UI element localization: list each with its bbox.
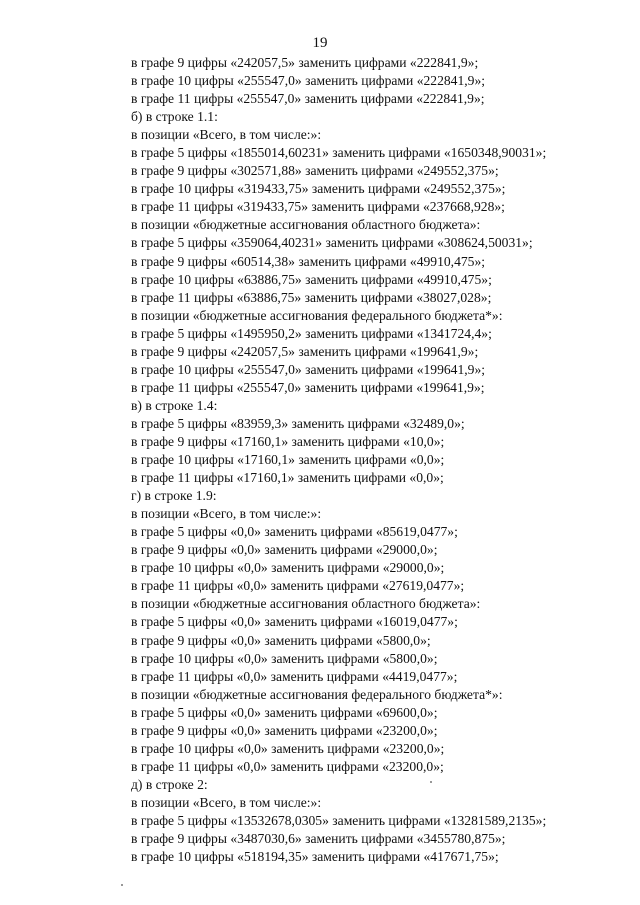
text-line: в графе 9 цифры «3487030,6» заменить цифрами «3455780,875»; [131,831,506,847]
section-heading: г) в строке 1.9: [131,488,217,504]
text-line: в графе 9 цифры «242057,5» заменить цифрами «199641,9»; [131,343,479,359]
position-heading: в позиции «Всего, в том числе:»: [131,506,322,522]
text-line: в графе 11 цифры «0,0» заменить цифрами «23200,0»; [131,758,444,774]
position-heading: в позиции «бюджетные ассигнования федерального бюджета*»: [131,307,503,323]
text-line: в графе 9 цифры «0,0» заменить цифрами «23200,0»; [131,722,438,738]
text-line: в графе 5 цифры «1495950,2» заменить цифрами «1341724,4»; [131,325,492,341]
page-number: 19 [312,35,328,51]
text-line: в графе 11 цифры «255547,0» заменить цифрами «199641,9»; [131,379,485,395]
text-line: в графе 9 цифры «0,0» заменить цифрами «29000,0»; [131,542,438,558]
text-line: в графе 11 цифры «0,0» заменить цифрами «4419,0477»; [131,668,458,684]
text-line: в графе 9 цифры «0,0» заменить цифрами «5800,0»; [131,632,431,648]
text-line: в графе 5 цифры «83959,3» заменить цифрами «32489,0»; [131,415,465,431]
text-line: в графе 9 цифры «302571,88» заменить цифрами «249552,375»; [131,163,499,179]
text-line: в графе 11 цифры «319433,75» заменить цифрами «237668,928»; [131,199,505,215]
position-heading: в позиции «Всего, в том числе:»: [131,127,322,143]
text-line: в графе 10 цифры «0,0» заменить цифрами «29000,0»; [131,560,445,576]
text-line: в графе 11 цифры «0,0» заменить цифрами «27619,0477»; [131,578,465,594]
text-line: в графе 5 цифры «13532678,0305» заменить цифрами «13281589,2135»; [131,812,547,828]
text-line: в графе 5 цифры «0,0» заменить цифрами «69600,0»; [131,704,438,720]
scan-speck [430,781,432,783]
text-line: в графе 10 цифры «319433,75» заменить цифрами «249552,375»; [131,181,506,197]
position-heading: в позиции «бюджетные ассигнования областного бюджета»: [131,596,481,612]
section-heading: в) в строке 1.4: [131,397,218,413]
text-line: в графе 11 цифры «255547,0» заменить цифрами «222841,9»; [131,91,485,107]
text-line: в графе 10 цифры «0,0» заменить цифрами «23200,0»; [131,740,445,756]
text-line: в графе 9 цифры «17160,1» заменить цифрами «10,0»; [131,433,445,449]
text-line: в графе 5 цифры «1855014,60231» заменить цифрами «1650348,90031»; [131,145,547,161]
amendment-lines [131,54,611,866]
position-heading: в позиции «бюджетные ассигнования федерального бюджета*»: [131,686,503,702]
text-line: в графе 5 цифры «359064,40231» заменить цифрами «308624,50031»; [131,235,533,251]
text-line: в графе 10 цифры «63886,75» заменить цифрами «49910,475»; [131,271,492,287]
text-line: в графе 10 цифры «255547,0» заменить цифрами «199641,9»; [131,361,486,377]
text-line: в графе 10 цифры «255547,0» заменить цифрами «222841,9»; [131,73,486,89]
position-heading: в позиции «Всего, в том числе:»: [131,794,322,810]
text-line: в графе 10 цифры «0,0» заменить цифрами «5800,0»; [131,650,438,666]
text-line: в графе 9 цифры «242057,5» заменить цифрами «222841,9»; [131,55,479,70]
position-heading: в позиции «бюджетные ассигнования областного бюджета»: [131,217,481,233]
text-line: в графе 5 цифры «0,0» заменить цифрами «16019,0477»; [131,614,458,630]
section-heading: д) в строке 2: [131,776,208,792]
text-line: в графе 10 цифры «518194,35» заменить цифрами «417671,75»; [131,849,499,865]
text-line: в графе 10 цифры «17160,1» заменить цифрами «0,0»; [131,452,445,468]
text-line: в графе 11 цифры «63886,75» заменить цифрами «38027,028»; [131,289,492,305]
text-line: в графе 9 цифры «60514,38» заменить цифрами «49910,475»; [131,253,486,269]
text-line: в графе 5 цифры «0,0» заменить цифрами «85619,0477»; [131,524,458,540]
section-heading: б) в строке 1.1: [131,109,218,125]
scan-speck [121,884,123,886]
text-line: в графе 11 цифры «17160,1» заменить цифрами «0,0»; [131,470,444,486]
